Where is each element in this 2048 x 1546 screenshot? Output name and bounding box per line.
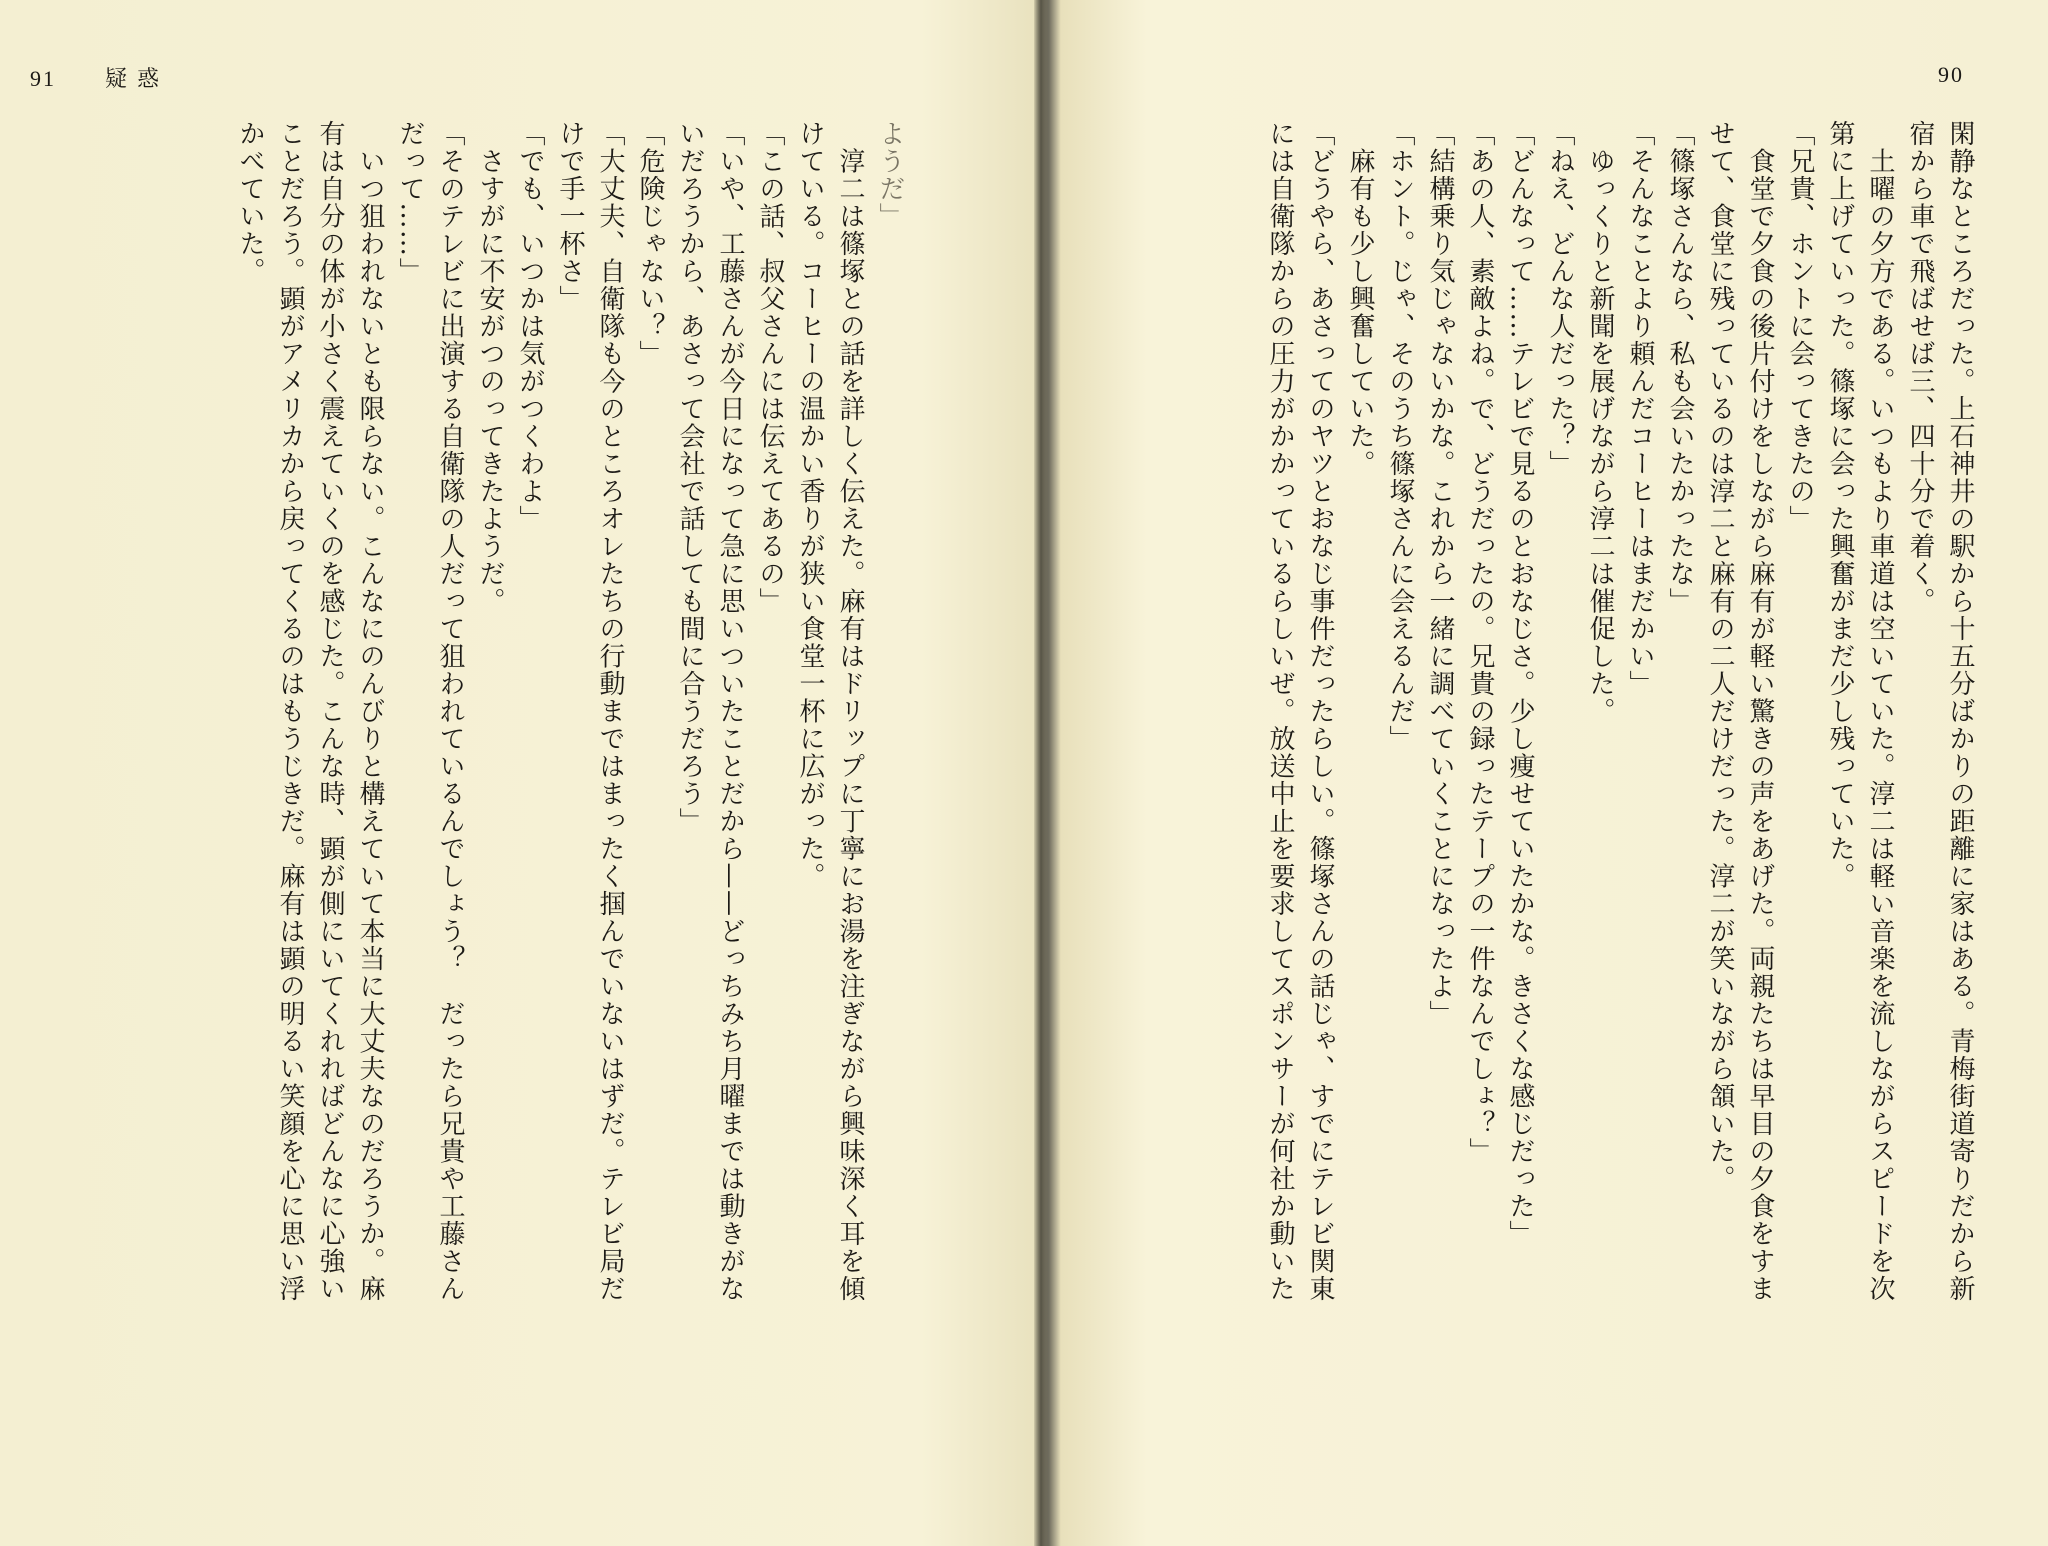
text-line: かべていた。 (235, 120, 265, 285)
text-line: けている。コーヒーの温かい香りが狭い食堂一杯に広がった。 (795, 120, 825, 890)
section-title: 疑惑 (105, 67, 170, 92)
text-line: 有は自分の体が小さく震えていくのを感じた。こんな時、顕が側にいてくれればどんなに心強い (315, 120, 345, 1303)
right-page-header (1938, 62, 1964, 88)
text-line: 「篠塚さんなら、私も会いたかったな」 (1665, 120, 1695, 615)
text-line: 「大丈夫、自衛隊も今のところオレたちの行動まではまったく掴んでいないはずだ。テレビ局だ (595, 120, 625, 1303)
text-line: 「どうやら、あさってのヤツとおなじ事件だったらしい。篠塚さんの話じゃ、すでにテレビ関東 (1305, 120, 1335, 1303)
text-line: ことだろう。顕がアメリカから戻ってくるのはもうじきだ。麻有は顕の明るい笑顔を心に思い浮 (275, 120, 305, 1303)
text-line: 閑静なところだった。上石神井の駅から十五分ばかりの距離に家はある。青梅街道寄りだから新 (1945, 120, 1975, 1303)
book-gutter (1034, 0, 1048, 1546)
text-line: 「この話、叔父さんには伝えてあるの」 (755, 120, 785, 615)
text-line: 「いや、工藤さんが今日になって急に思いついたことだから——どっちみち月曜までは動きがな (715, 120, 745, 1303)
text-line: 「でも、いつかは気がつくわよ」 (515, 120, 545, 533)
text-line-continued: ようだ」 (875, 120, 905, 230)
text-line: けで手一杯さ」 (555, 120, 585, 313)
right-page-body (1100, 120, 1980, 1500)
left-page-header (30, 62, 169, 93)
text-line: には自衛隊からの圧力がかかっているらしいぜ。放送中止を要求してスポンサーが何社か動いた (1265, 120, 1295, 1303)
text-line: 麻有も少し興奮していた。 (1345, 120, 1375, 478)
text-line: いだろうから、あさって会社で話しても間に合うだろう」 (675, 120, 705, 835)
text-line: 「兄貴、ホントに会ってきたの」 (1785, 120, 1815, 533)
text-line: 宿から車で飛ばせば三、四十分で着く。 (1905, 120, 1935, 615)
text-line: 「ねえ、どんな人だった？」 (1545, 120, 1575, 478)
text-line: 土曜の夕方である。いつもより車道は空いていた。淳二は軽い音楽を流しながらスピードを次 (1865, 120, 1895, 1303)
text-line: 「そのテレビに出演する自衛隊の人だって狙われているんでしょう？ だったら兄貴や工藤さん (435, 120, 465, 1303)
text-line: 「結構乗り気じゃないかな。これから一緒に調べていくことになったよ」 (1425, 120, 1455, 1028)
text-line: せて、食堂に残っているのは淳二と麻有の二人だけだった。淳二が笑いながら頷いた。 (1705, 120, 1735, 1193)
text-line: だって……」 (395, 120, 425, 285)
text-line: 「ホント。じゃ、そのうち篠塚さんに会えるんだ」 (1385, 120, 1415, 753)
text-line: 「そんなことより頼んだコーヒーはまだかい」 (1625, 120, 1655, 698)
text-line: 淳二は篠塚との話を詳しく伝えた。麻有はドリップに丁寧にお湯を注ぎながら興味深く耳を傾 (835, 120, 865, 1303)
left-page-body (150, 120, 910, 1500)
text-line: ゆっくりと新聞を展げながら淳二は催促した。 (1585, 120, 1615, 725)
text-line: いつ狙われないとも限らない。こんなにのんびりと構えていて本当に大丈夫なのだろうか。麻 (355, 120, 385, 1303)
text-line: 食堂で夕食の後片付けをしながら麻有が軽い驚きの声をあげた。両親たちは早目の夕食をすま (1745, 120, 1775, 1303)
left-page-number: 91 (30, 66, 56, 91)
text-line: さすがに不安がつのってきたようだ。 (475, 120, 505, 615)
text-line: 第に上げていった。篠塚に会った興奮がまだ少し残っていた。 (1825, 120, 1855, 890)
right-page-number: 90 (1938, 62, 1964, 87)
text-line: 「あの人、素敵よね。で、どうだったの。兄貴の録ったテープの一件なんでしょ？」 (1465, 120, 1495, 1165)
text-line: 「どんなって……テレビで見るのとおなじさ。少し痩せていたかな。きさくな感じだった」 (1505, 120, 1535, 1248)
text-line: 「危険じゃない？」 (635, 120, 665, 368)
